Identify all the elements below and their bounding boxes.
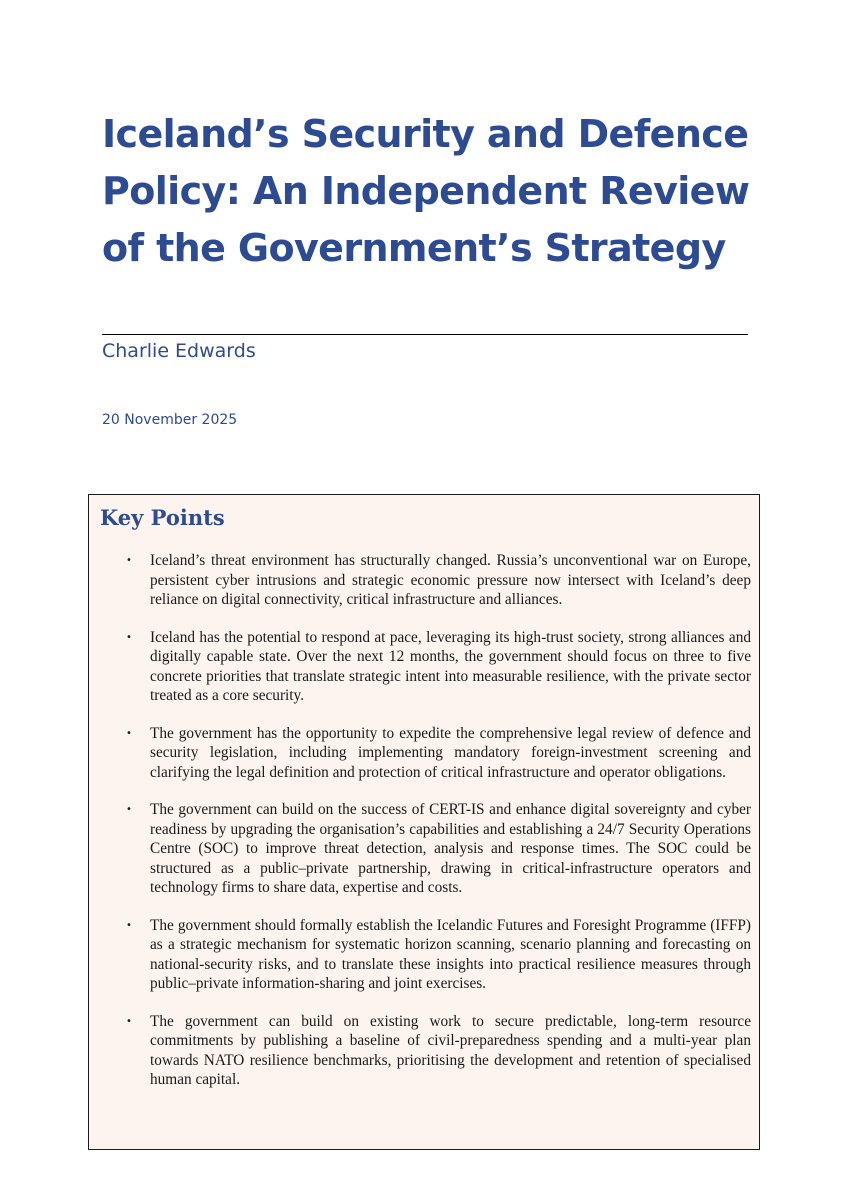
key-point-text: Iceland’s threat environment has structurally changed. Russia’s unconventional war on Europe, persistent cyber intrusions and strategic economic pressure now intersect with Iceland’s deep reliance on digital connectivity, critical infrastructure and alliances. — [150, 552, 751, 608]
publication-date: 20 November 2025 — [102, 412, 238, 428]
key-point-text: The government can build on the success of CERT-IS and enhance digital sovereignty and cyber readiness by upgrading the organisation’s capabilities and establishing a 24/7 Security Operations Centre (SOC) to improve threat detection, analysis and response times. The SOC could be structured as a public–private partnership, drawing in critical-infrastructure operators and technology firms to share data, expertise and costs. — [150, 801, 751, 896]
bullet-icon: • — [126, 631, 132, 643]
key-point-item — [89, 724, 751, 783]
bullet-icon: • — [126, 555, 132, 566]
title-divider — [102, 334, 748, 335]
bullet-icon: • — [126, 1015, 132, 1027]
key-point-text: Iceland has the potential to respond at pace, leveraging its high-trust society, strong alliances and digitally capable state. Over the next 12 months, the government should focus on three to five concrete priorities that translate strategic intent into measurable resilience, with the private sector treated as a core security. — [150, 628, 751, 704]
key-points-box — [88, 494, 760, 1150]
report-title — [102, 106, 762, 277]
key-point-item — [89, 551, 751, 610]
key-point-item — [89, 1012, 751, 1090]
key-point-text: The government has the opportunity to expedite the comprehensive legal review of defence and security legislation, including implementing mandatory foreign-investment screening and clarifying the legal definition and protection of critical infrastructure and operator obligations. — [150, 724, 751, 781]
report-title-line-3: of the Government’s Strategy — [102, 226, 726, 270]
report-title-line-1: Iceland’s Security and Defence — [102, 112, 749, 156]
key-point-text: The government can build on existing work to secure predictable, long-term resource commitments by publishing a baseline of civil-preparedness spending and a multi-year plan towards NATO resilience benchmarks, prioritising the development and retention of specialised human capital. — [150, 1012, 751, 1088]
author-name: Charlie Edwards — [102, 340, 256, 362]
bullet-icon: • — [126, 727, 132, 739]
bullet-icon: • — [126, 804, 132, 815]
key-points-heading: Key Points — [100, 505, 225, 530]
bullet-icon: • — [126, 919, 132, 931]
report-title-line-2: Policy: An Independent Review — [102, 169, 750, 213]
key-point-text: The government should formally establish the Icelandic Futures and Foresight Programme (IFFP) as a strategic mechanism for systematic horizon scanning, scenario planning and forecasting on national-security risks, and to translate these insights into practical resilience measures through public–private information-sharing and joint exercises. — [150, 916, 751, 992]
key-point-item — [89, 800, 751, 898]
key-points-list — [89, 551, 751, 1108]
key-point-item — [89, 628, 751, 706]
key-point-item — [89, 916, 751, 994]
